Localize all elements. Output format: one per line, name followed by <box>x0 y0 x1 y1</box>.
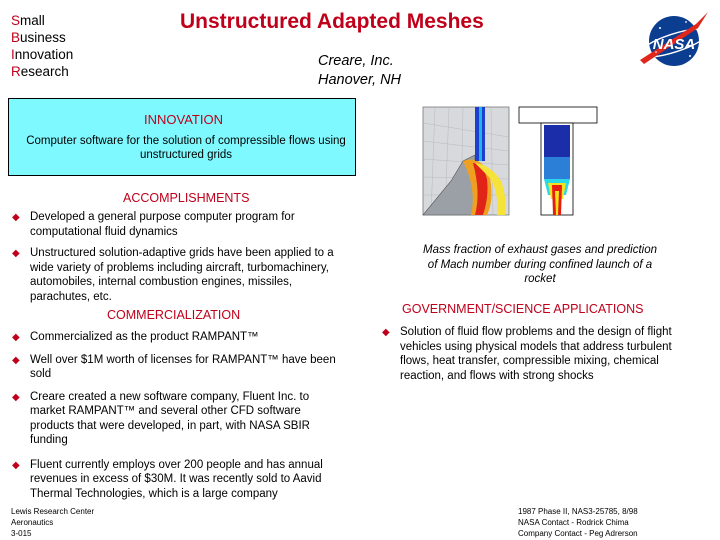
diamond-bullet-icon: ◆ <box>12 354 20 366</box>
list-item-text: Solution of fluid flow problems and the design of flight vehicles using physical models that address turbulent flows, heat transfer, compressible mixing, chemical reaction, and flows with strong shocks <box>400 326 672 382</box>
nasa-logo-text: NASA <box>652 36 696 53</box>
sbir-letter-r: R <box>11 64 21 79</box>
accomplishments-heading: ACCOMPLISHMENTS <box>123 191 250 205</box>
list-item <box>10 246 355 304</box>
list-item-text: Creare created a new software company, Fluent Inc. to market RAMPANT™ and several other CFD software products that were developed, in part, with NASA SBIR funding <box>30 390 310 446</box>
diamond-bullet-icon: ◆ <box>12 332 20 343</box>
list-item-text: Developed a general purpose computer program for computational fluid dynamics <box>30 211 295 238</box>
sbir-word-small: mall <box>20 13 45 28</box>
list-item-text: Fluent currently employs over 200 people and has annual revenues in excess of $30M. It was recently sold to Aavid Thermal Technologies, which is a large company <box>30 458 323 500</box>
diamond-bullet-icon: ◆ <box>12 391 20 403</box>
rocket-exhaust-plot <box>415 103 615 218</box>
list-item-text: Commercialized as the product RAMPANT™ <box>30 331 259 343</box>
innovation-text: Computer software for the solution of compressible flows using unstructured grids <box>26 135 346 161</box>
innovation-heading: INNOVATION <box>144 112 223 127</box>
sbir-word-business: usiness <box>20 30 66 45</box>
commercialization-heading: COMMERCIALIZATION <box>107 308 241 322</box>
company-block <box>318 52 401 90</box>
footer-nasa-contact: NASA Contact - Rodrick Chima <box>518 518 629 527</box>
commercialization-list <box>10 330 340 501</box>
footer-center-name: Lewis Research Center <box>11 507 95 516</box>
footer-division: Aeronautics <box>11 518 54 527</box>
diamond-bullet-icon: ◆ <box>12 248 20 259</box>
nasa-logo <box>636 8 716 70</box>
list-item <box>10 458 340 502</box>
nasa-meatball-icon <box>636 8 716 70</box>
sbir-word-innovation: nnovation <box>14 47 74 62</box>
sbir-label <box>11 12 73 80</box>
page-title: Unstructured Adapted Meshes <box>180 10 484 33</box>
list-item <box>380 325 686 383</box>
sbir-letter-s: S <box>11 13 21 28</box>
accomplishments-list <box>10 210 355 304</box>
list-item-text: Unstructured solution-adaptive grids have been applied to a wide variety of problems including aircraft, turbomachinery, automobiles, internal combustion engines, missiles, parachutes, etc. <box>30 247 334 303</box>
list-item <box>10 353 340 382</box>
sbir-word-research: esearch <box>20 64 69 79</box>
company-name: Creare, Inc. <box>318 53 394 69</box>
diamond-bullet-icon: ◆ <box>382 327 390 338</box>
company-location: Hanover, NH <box>318 72 402 88</box>
government-list <box>380 325 686 383</box>
sbir-letter-i: I <box>11 47 15 62</box>
diamond-bullet-icon: ◆ <box>12 212 20 223</box>
list-item <box>10 330 340 345</box>
footer-right <box>518 506 638 539</box>
cfd-simulation-image <box>415 103 615 218</box>
list-item <box>10 210 355 239</box>
footer-contract-info: 1987 Phase II, NAS3-25785, 8/98 <box>518 507 638 516</box>
list-item-text: Well over $1M worth of licenses for RAMPANT™ have been sold <box>30 353 336 380</box>
footer-page-code: 3-015 <box>11 529 32 538</box>
figure-caption: Mass fraction of exhaust gases and prediction of Mach number during confined launch of a rocket <box>423 244 657 285</box>
government-heading: GOVERNMENT/SCIENCE APPLICATIONS <box>402 302 644 316</box>
sbir-letter-b: B <box>11 30 21 45</box>
footer-company-contact: Company Contact - Peg Adrerson <box>518 529 638 538</box>
diamond-bullet-icon: ◆ <box>12 459 20 471</box>
footer-left <box>11 506 94 539</box>
list-item <box>10 390 340 448</box>
